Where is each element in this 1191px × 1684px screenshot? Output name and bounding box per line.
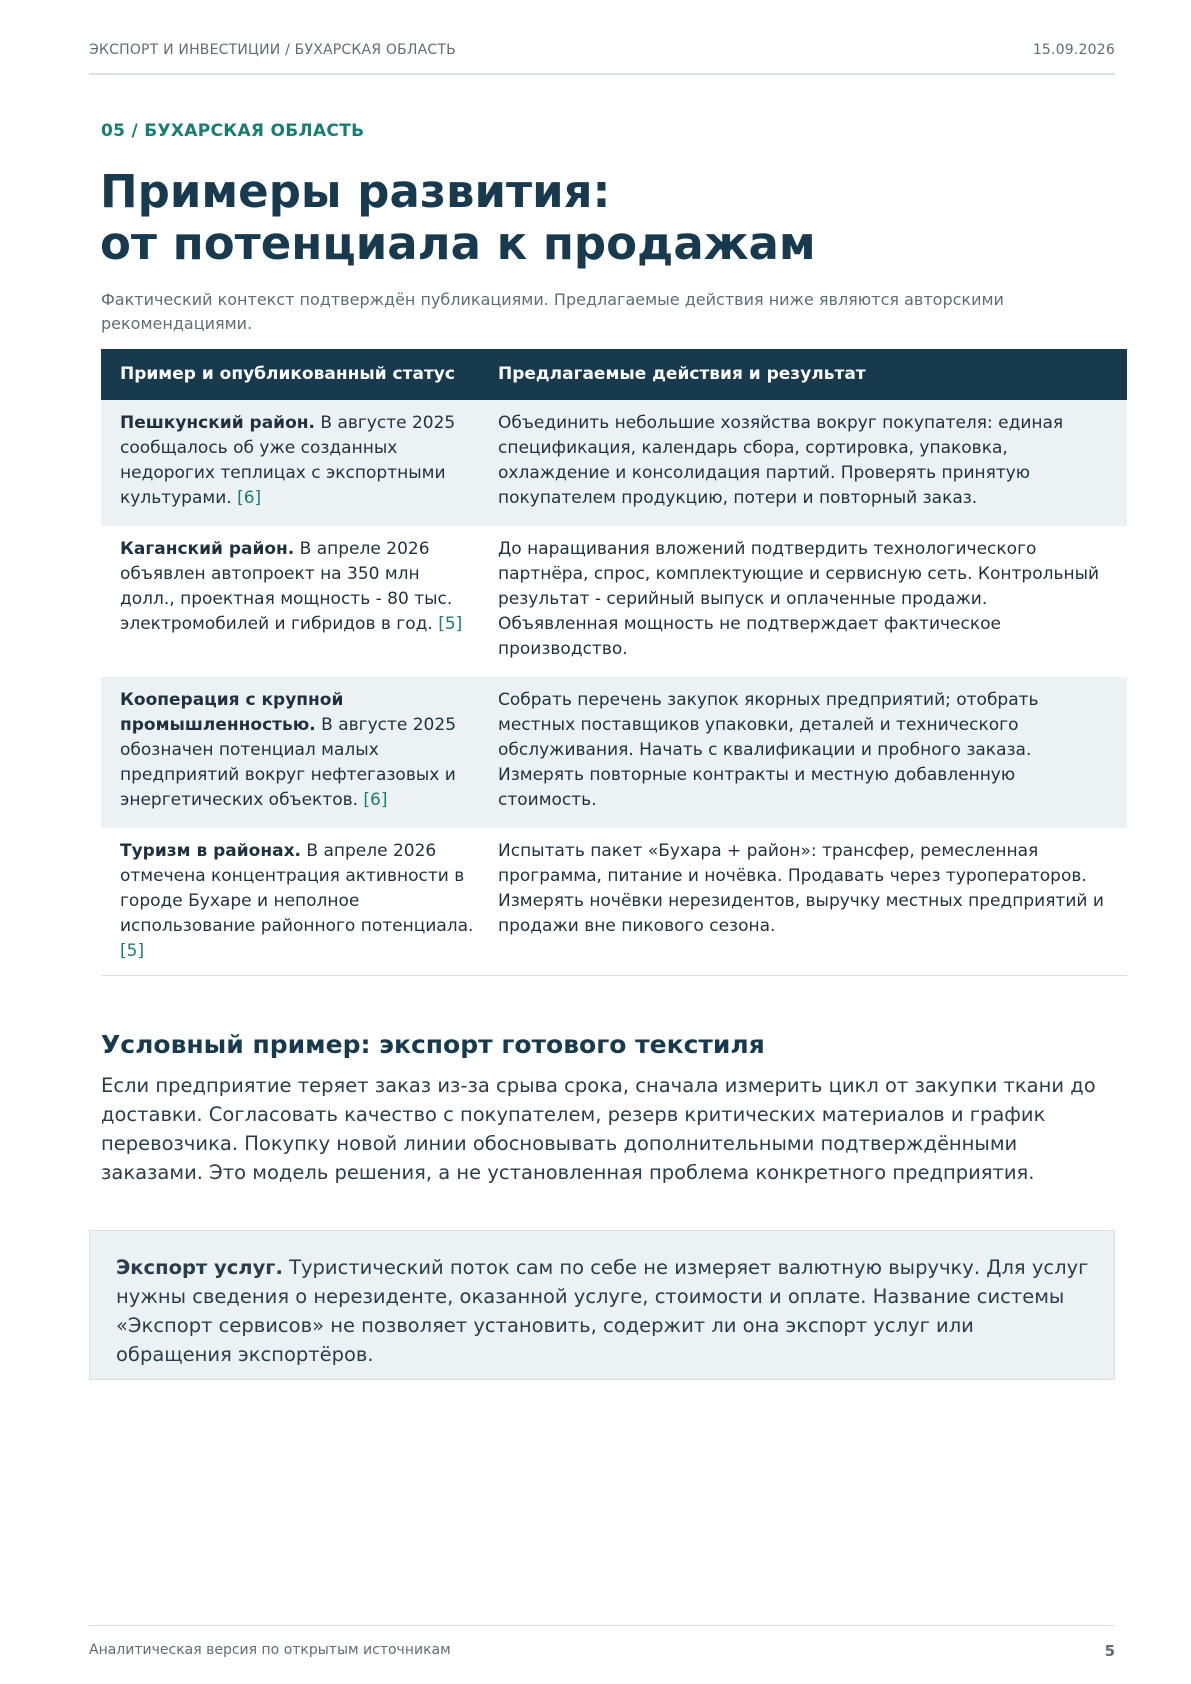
- column-header-example: Пример и опубликованный статус: [101, 349, 479, 400]
- example-cell: [101, 526, 479, 677]
- callout-box: [89, 1230, 1115, 1380]
- source-reference: [6]: [237, 488, 262, 508]
- column-header-actions: Предлагаемые действия и результат: [479, 349, 1127, 400]
- example-cell: [101, 400, 479, 526]
- source-reference: [5]: [120, 941, 145, 961]
- example-cell: [101, 677, 479, 828]
- action-cell: Испытать пакет «Бухара + район»: трансфер, ремесленная программа, питание и ночёвка. Продавать через туроператоров. Измерять ночёвки нерезидентов, выручку местных предприятий и продажи вне пикового сезона.: [479, 828, 1127, 976]
- table-row: [101, 400, 1127, 526]
- subsection-body: Если предприятие теряет заказ из-за срыва срока, сначала измерить цикл от закупки ткани до доставки. Согласовать качество с покупателем, резерв критических материалов и график перевозчика. Покупку новой линии обосновывать дополнительными подтверждёнными заказами. Это модель решения, а не установленная проблема конкретного предприятия.: [101, 1074, 1096, 1184]
- header-breadcrumb: ЭКСПОРТ И ИНВЕСТИЦИИ / БУХАРСКАЯ ОБЛАСТЬ: [89, 42, 456, 58]
- example-status: В апреле 2026 отмечена концентрация активности в городе Бухаре и неполное использование районного потенциала.: [120, 841, 474, 936]
- page-title: [100, 166, 1100, 270]
- intro-note: Фактический контекст подтверждён публикациями. Предлагаемые действия ниже являются авторскими рекомендациями.: [101, 290, 1004, 333]
- example-status: В августе 2025 обозначен потенциал малых предприятий вокруг нефтегазовых и энергетических объектов.: [120, 715, 457, 810]
- page-header: [89, 42, 1115, 75]
- example-status: В апреле 2026 объявлен автопроект на 350 млн долл., проектная мощность - 80 тыс. электромобилей и гибридов в год.: [120, 539, 453, 634]
- action-cell: Объединить небольшие хозяйства вокруг покупателя: единая спецификация, календарь сбора, сортировка, упаковка, охлаждение и консолидация партий. Проверять принятую покупателем продукцию, потери и повторный заказ.: [479, 400, 1127, 526]
- table-header-row: [101, 349, 1127, 400]
- action-cell: До наращивания вложений подтвердить технологического партнёра, спрос, комплектующие и сервисную сеть. Контрольный результат - серийный выпуск и оплаченные продажи. Объявленная мощность не подтверждает фактическое производство.: [498, 539, 1100, 659]
- table-row: [101, 828, 1127, 976]
- header-date: 15.09.2026: [1032, 42, 1115, 58]
- subsection-title: Условный пример: экспорт готового текстиля: [101, 1030, 765, 1059]
- page-title-line-2: от потенциала к продажам: [100, 217, 816, 270]
- callout-title: Экспорт услуг.: [116, 1256, 283, 1279]
- section-kicker: 05 / БУХАРСКАЯ ОБЛАСТЬ: [101, 121, 365, 141]
- page-footer: [89, 1625, 1115, 1658]
- example-title: Каганский район.: [120, 539, 295, 559]
- callout-body: Туристический поток сам по себе не измеряет валютную выручку. Для услуг нужны сведения о нерезиденте, оказанной услуге, стоимости и оплате. Название системы «Экспорт сервисов» не позволяет установить, содержит ли она экспорт услуг или обращения экспортёров.: [116, 1256, 1089, 1366]
- page-title-line-1: Примеры развития:: [100, 165, 611, 218]
- example-cell: [101, 828, 479, 976]
- footer-note: Аналитическая версия по открытым источникам: [89, 1642, 451, 1658]
- source-reference: [6]: [363, 790, 388, 810]
- example-title: Кооперация с крупной промышленностью.: [120, 690, 344, 735]
- examples-table: [101, 349, 1127, 976]
- example-status: В августе 2025 сообщалось об уже созданных недорогих теплицах с экспортными культурами.: [120, 413, 456, 508]
- table-row: [101, 677, 1127, 828]
- table-row: [101, 526, 1127, 677]
- page-number: 5: [1104, 1642, 1115, 1660]
- source-reference: [5]: [438, 614, 463, 634]
- example-title: Пешкунский район.: [120, 413, 315, 433]
- action-cell: Собрать перечень закупок якорных предприятий; отобрать местных поставщиков упаковки, деталей и технического обслуживания. Начать с квалификации и пробного заказа. Измерять повторные контракты и местную добавленную стоимость.: [479, 677, 1127, 828]
- example-title: Туризм в районах.: [120, 841, 301, 861]
